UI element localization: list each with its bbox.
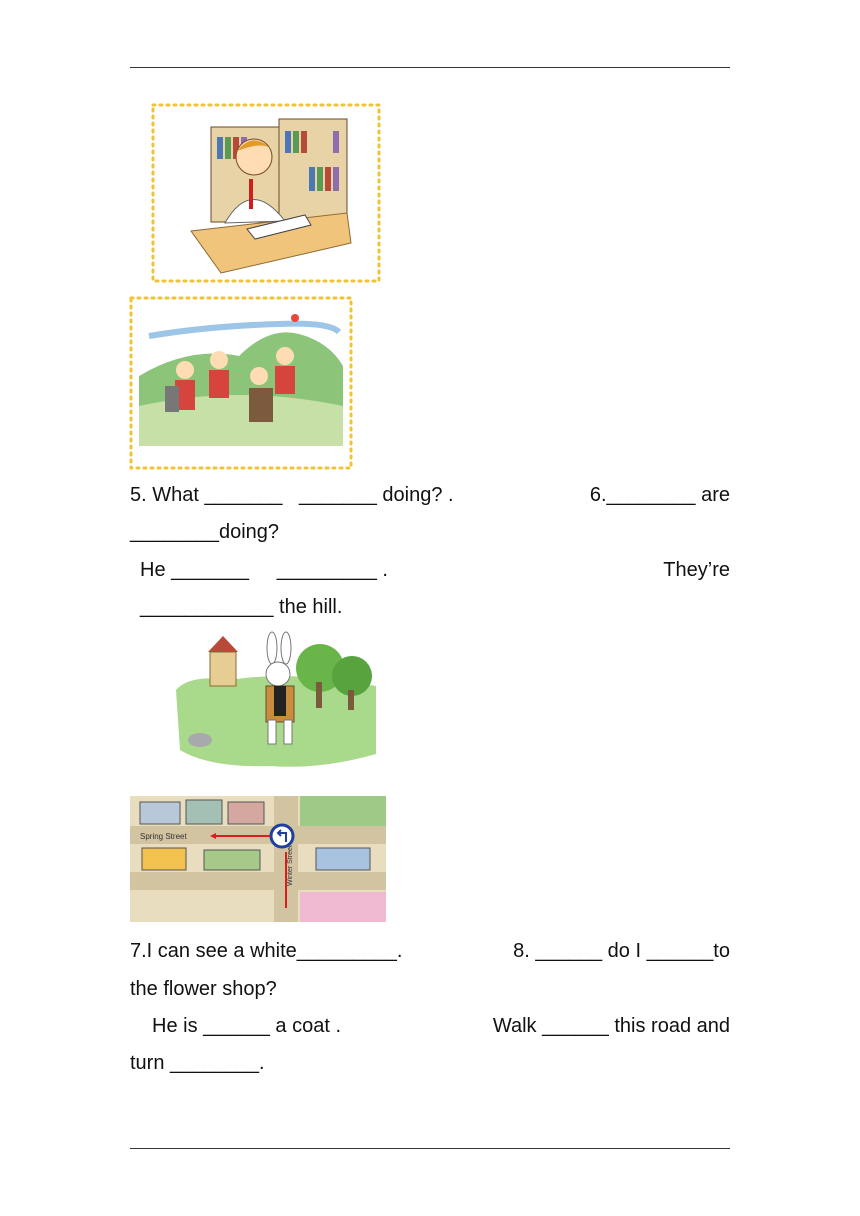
q6-answer-start: They’re [663,559,730,581]
q7-q8-prompt [130,939,730,963]
q5-prompt: 5. What _______ _______ doing? . [130,484,454,506]
spring-street-label: Spring Street [140,832,187,841]
boy-reading-picture [151,103,381,283]
q8-answer: Walk ______ this road and [492,1015,730,1037]
q5-answer: He _______ _________ . [140,559,388,581]
q6-prompt-continued: ________doing? [130,521,280,543]
footer-rule [130,1148,730,1149]
q8-prompt: 8. ______ do I ______to [513,940,730,962]
street-map-picture [130,796,386,922]
q5-q6-answer-row [130,558,730,582]
q8-answer-end: turn ________. [130,1052,265,1074]
q8-prompt-continued: the flower shop? [130,978,277,1000]
children-hiking-picture [129,296,353,470]
q7-q8-answer-row [130,1014,730,1038]
q6-answer-end: ____________ the hill. [140,596,343,618]
header-rule [130,67,730,68]
q6-prompt: 6.________ are [589,484,730,506]
white-rabbit-picture [170,630,382,770]
winter-street-label: Winter Street [287,845,294,886]
q5-q6-prompt [130,483,730,507]
q7-answer: He is ______ a coat . [152,1015,342,1037]
q7-prompt: 7.I can see a white_________. [130,940,403,962]
